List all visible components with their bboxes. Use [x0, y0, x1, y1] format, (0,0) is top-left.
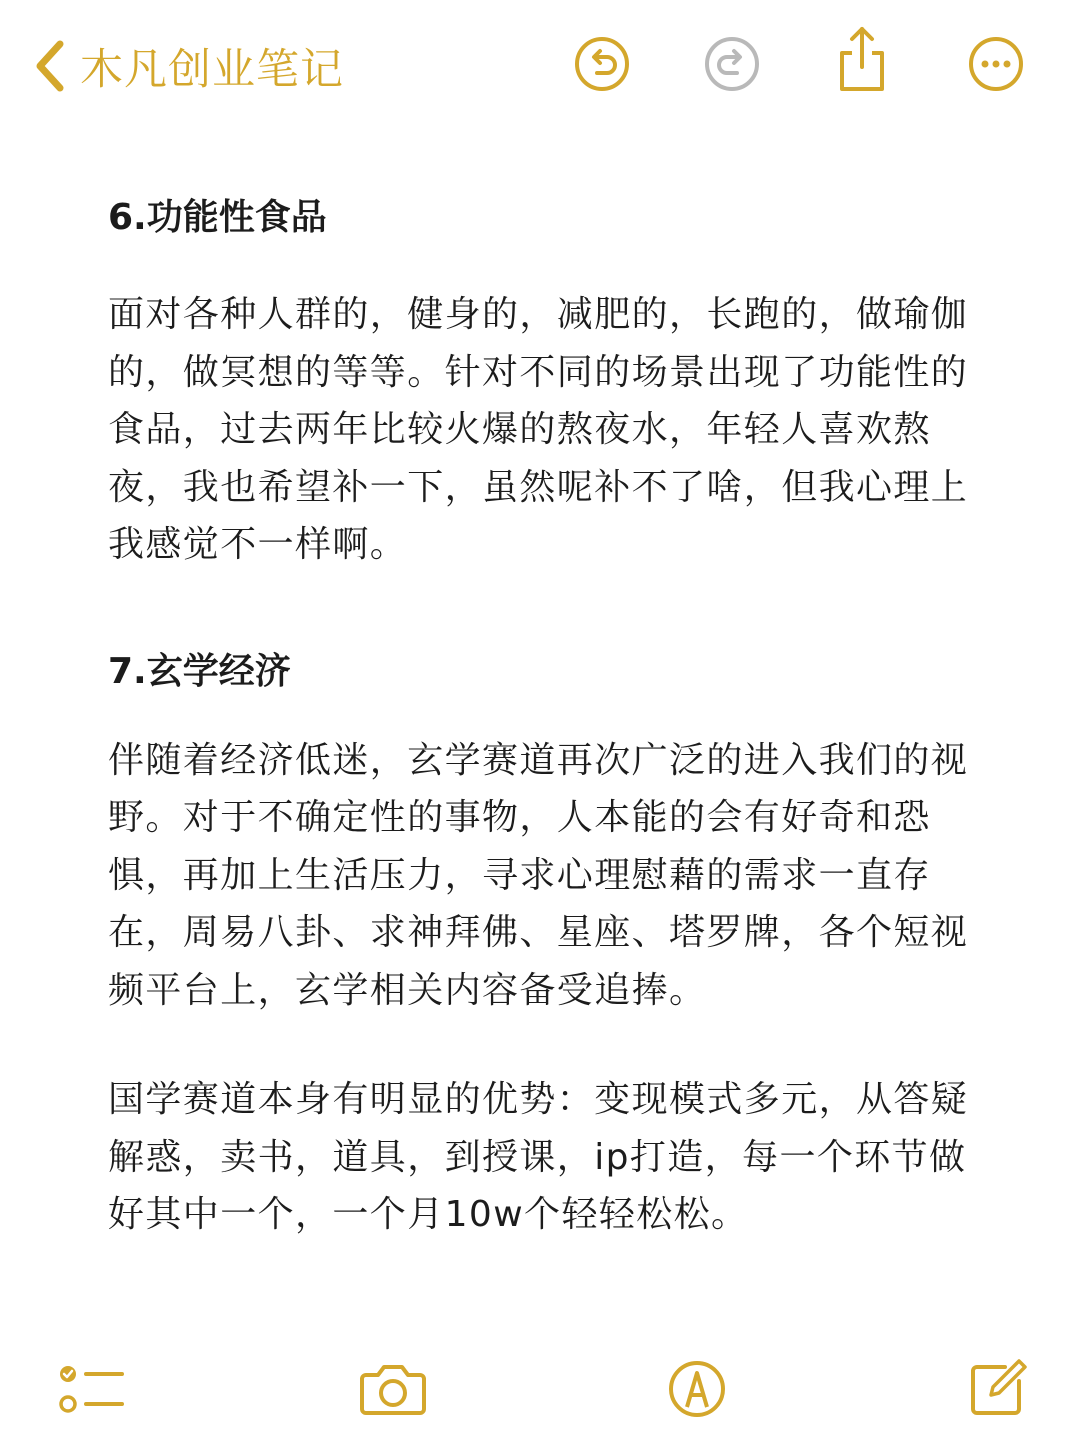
section-7-paragraph-2: 国学赛道本身有明显的优势：变现模式多元，从答疑解惑，卖书，道具，到授课，ip打造，每一个环节做好其中一个，一个月10w个轻轻松松。: [108, 1079, 969, 1235]
top-toolbar: [0, 0, 1080, 130]
section-6-paragraph: 面对各种人群的，健身的，减肥的，长跑的，做瑜伽的，做冥想的等等。针对不同的场景出现了功能性的食品，过去两年比较火爆的熬夜水，年轻人喜欢熬夜，我也希望补一下，虽然呢补不了啥，但我心理上我感觉不一样啊。: [108, 294, 969, 565]
section-7-title: 7.玄学经济: [108, 650, 291, 692]
undo-button[interactable]: [572, 36, 632, 96]
camera-button[interactable]: [358, 1356, 428, 1426]
redo-button[interactable]: [702, 36, 762, 96]
bottom-toolbar: [0, 1350, 1080, 1430]
markup-button[interactable]: [662, 1356, 732, 1426]
compose-icon: [965, 1357, 1029, 1425]
undo-icon: [573, 35, 631, 97]
back-title: 木凡创业笔记: [80, 44, 344, 95]
share-icon: [834, 25, 890, 97]
more-icon: [967, 35, 1025, 97]
camera-icon: [358, 1361, 428, 1421]
note-body[interactable]: [108, 188, 998, 1244]
more-button[interactable]: [966, 36, 1026, 96]
redo-icon: [703, 35, 761, 97]
checklist-icon: [56, 1362, 126, 1420]
compose-button[interactable]: [962, 1356, 1032, 1426]
section-6-title: 6.功能性食品: [108, 197, 327, 238]
checklist-button[interactable]: [56, 1356, 126, 1426]
back-button[interactable]: [28, 34, 344, 98]
chevron-left-icon: [28, 34, 72, 98]
markup-pen-icon: [667, 1359, 727, 1423]
section-7-paragraph: 伴随着经济低迷，玄学赛道再次广泛的进入我们的视野。对于不确定性的事物，人本能的会有好奇和恐惧，再加上生活压力，寻求心理慰藉的需求一直存在，周易八卦、求神拜佛、星座、塔罗牌，各个短视频平台上，玄学相关内容备受追捧。: [108, 739, 969, 1011]
share-button[interactable]: [832, 26, 892, 96]
